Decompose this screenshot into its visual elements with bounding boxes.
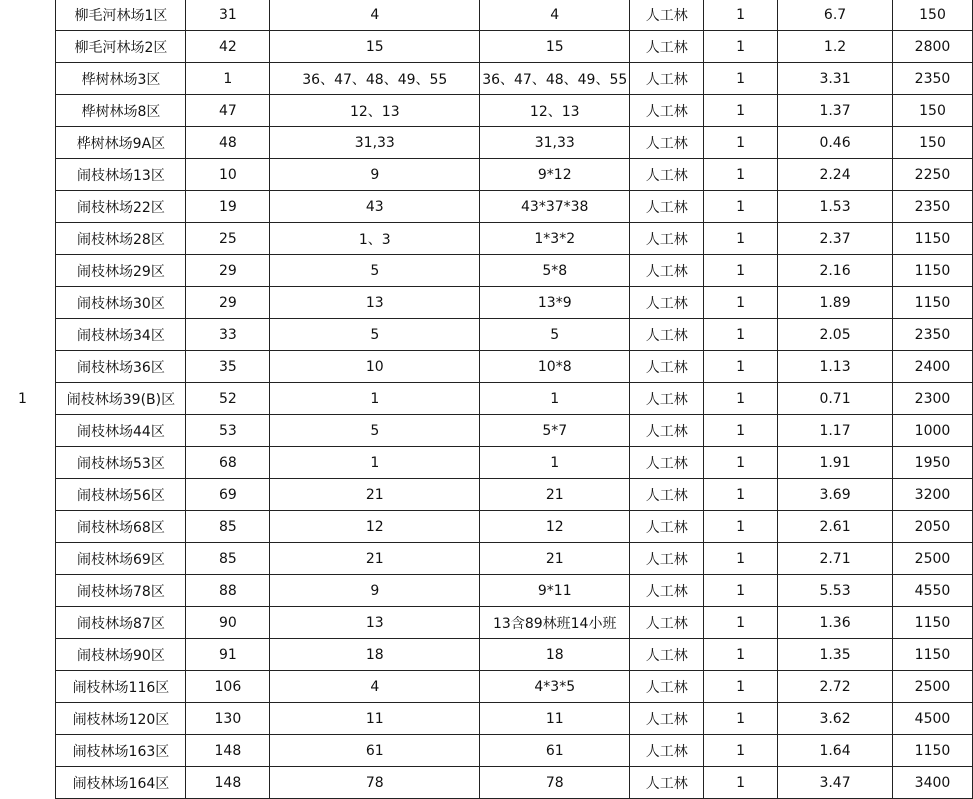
subcompartment-cell: 10 [270, 351, 480, 383]
area-cell: 0.71 [778, 383, 893, 415]
table-row [0, 639, 973, 671]
count-cell: 1 [704, 223, 778, 255]
forest-area-name-cell: 桦树林场9A区 [56, 127, 186, 159]
count-cell: 1 [704, 127, 778, 159]
subcompartment-cell: 5 [270, 255, 480, 287]
area-cell: 3.47 [778, 767, 893, 799]
forest-type-cell: 人工林 [630, 255, 704, 287]
forest-type-cell: 人工林 [630, 191, 704, 223]
group-index-cell: 1 [0, 0, 56, 799]
subcompartment-cell: 36、47、48、49、55 [270, 63, 480, 95]
value-cell: 1000 [892, 415, 972, 447]
value-cell: 1950 [892, 447, 972, 479]
area-cell: 2.24 [778, 159, 893, 191]
subcompartment-detail-cell: 13*9 [480, 287, 630, 319]
table-row [0, 0, 973, 31]
compartment-cell: 69 [186, 479, 270, 511]
forest-type-cell: 人工林 [630, 223, 704, 255]
subcompartment-detail-cell: 13含89林班14小班 [480, 607, 630, 639]
area-cell: 1.89 [778, 287, 893, 319]
area-cell: 6.7 [778, 0, 893, 31]
forest-area-name-cell: 闹枝林场116区 [56, 671, 186, 703]
compartment-cell: 53 [186, 415, 270, 447]
area-cell: 1.35 [778, 639, 893, 671]
area-cell: 3.31 [778, 63, 893, 95]
subcompartment-detail-cell: 4 [480, 0, 630, 31]
table-row [0, 255, 973, 287]
forest-area-name-cell: 桦树林场3区 [56, 63, 186, 95]
forest-area-name-cell: 闹枝林场56区 [56, 479, 186, 511]
count-cell: 1 [704, 63, 778, 95]
value-cell: 4500 [892, 703, 972, 735]
subcompartment-cell: 5 [270, 415, 480, 447]
subcompartment-detail-cell: 15 [480, 31, 630, 63]
subcompartment-cell: 15 [270, 31, 480, 63]
count-cell: 1 [704, 287, 778, 319]
subcompartment-cell: 12 [270, 511, 480, 543]
count-cell: 1 [704, 447, 778, 479]
table-row [0, 575, 973, 607]
subcompartment-detail-cell: 36、47、48、49、55 [480, 63, 630, 95]
compartment-cell: 25 [186, 223, 270, 255]
table-row [0, 63, 973, 95]
value-cell: 2050 [892, 511, 972, 543]
subcompartment-detail-cell: 12、13 [480, 95, 630, 127]
forest-type-cell: 人工林 [630, 287, 704, 319]
value-cell: 1150 [892, 607, 972, 639]
subcompartment-detail-cell: 1 [480, 383, 630, 415]
subcompartment-detail-cell: 5 [480, 319, 630, 351]
value-cell: 4550 [892, 575, 972, 607]
subcompartment-detail-cell: 78 [480, 767, 630, 799]
compartment-cell: 130 [186, 703, 270, 735]
area-cell: 5.53 [778, 575, 893, 607]
area-cell: 1.91 [778, 447, 893, 479]
subcompartment-cell: 9 [270, 159, 480, 191]
value-cell: 1150 [892, 255, 972, 287]
count-cell: 1 [704, 159, 778, 191]
table-row [0, 543, 973, 575]
compartment-cell: 29 [186, 255, 270, 287]
count-cell: 1 [704, 511, 778, 543]
table-row [0, 447, 973, 479]
forest-area-name-cell: 闹枝林场90区 [56, 639, 186, 671]
count-cell: 1 [704, 607, 778, 639]
forest-area-name-cell: 闹枝林场68区 [56, 511, 186, 543]
count-cell: 1 [704, 703, 778, 735]
compartment-cell: 42 [186, 31, 270, 63]
value-cell: 1150 [892, 735, 972, 767]
compartment-cell: 48 [186, 127, 270, 159]
compartment-cell: 47 [186, 95, 270, 127]
subcompartment-cell: 43 [270, 191, 480, 223]
forest-area-name-cell: 闹枝林场29区 [56, 255, 186, 287]
forest-type-cell: 人工林 [630, 159, 704, 191]
forest-area-name-cell: 闹枝林场69区 [56, 543, 186, 575]
subcompartment-detail-cell: 21 [480, 479, 630, 511]
value-cell: 2350 [892, 319, 972, 351]
value-cell: 2300 [892, 383, 972, 415]
value-cell: 2350 [892, 191, 972, 223]
count-cell: 1 [704, 351, 778, 383]
value-cell: 2500 [892, 671, 972, 703]
forest-type-cell: 人工林 [630, 639, 704, 671]
subcompartment-cell: 13 [270, 607, 480, 639]
area-cell: 2.61 [778, 511, 893, 543]
forest-area-name-cell: 闹枝林场39(B)区 [56, 383, 186, 415]
forest-area-name-cell: 闹枝林场78区 [56, 575, 186, 607]
area-cell: 1.2 [778, 31, 893, 63]
compartment-cell: 29 [186, 287, 270, 319]
subcompartment-cell: 12、13 [270, 95, 480, 127]
compartment-cell: 85 [186, 511, 270, 543]
subcompartment-detail-cell: 1 [480, 447, 630, 479]
table-row [0, 191, 973, 223]
compartment-cell: 1 [186, 63, 270, 95]
value-cell: 2250 [892, 159, 972, 191]
subcompartment-cell: 18 [270, 639, 480, 671]
subcompartment-detail-cell: 43*37*38 [480, 191, 630, 223]
compartment-cell: 52 [186, 383, 270, 415]
subcompartment-detail-cell: 9*12 [480, 159, 630, 191]
table-row [0, 95, 973, 127]
table-row [0, 607, 973, 639]
forest-area-name-cell: 闹枝林场87区 [56, 607, 186, 639]
subcompartment-detail-cell: 21 [480, 543, 630, 575]
compartment-cell: 90 [186, 607, 270, 639]
forest-area-name-cell: 闹枝林场163区 [56, 735, 186, 767]
forest-type-cell: 人工林 [630, 127, 704, 159]
subcompartment-detail-cell: 5*7 [480, 415, 630, 447]
area-cell: 1.13 [778, 351, 893, 383]
subcompartment-detail-cell: 31,33 [480, 127, 630, 159]
value-cell: 2500 [892, 543, 972, 575]
forest-type-cell: 人工林 [630, 607, 704, 639]
table-row [0, 287, 973, 319]
forest-type-cell: 人工林 [630, 383, 704, 415]
count-cell: 1 [704, 543, 778, 575]
subcompartment-detail-cell: 5*8 [480, 255, 630, 287]
forest-type-cell: 人工林 [630, 479, 704, 511]
forest-type-cell: 人工林 [630, 511, 704, 543]
subcompartment-detail-cell: 10*8 [480, 351, 630, 383]
value-cell: 2350 [892, 63, 972, 95]
forest-type-cell: 人工林 [630, 31, 704, 63]
forest-type-cell: 人工林 [630, 703, 704, 735]
count-cell: 1 [704, 767, 778, 799]
area-cell: 3.62 [778, 703, 893, 735]
subcompartment-cell: 13 [270, 287, 480, 319]
subcompartment-cell: 1 [270, 383, 480, 415]
forest-type-cell: 人工林 [630, 543, 704, 575]
value-cell: 150 [892, 95, 972, 127]
count-cell: 1 [704, 191, 778, 223]
value-cell: 3200 [892, 479, 972, 511]
subcompartment-cell: 78 [270, 767, 480, 799]
count-cell: 1 [704, 31, 778, 63]
area-cell: 2.16 [778, 255, 893, 287]
forest-area-name-cell: 柳毛河林场2区 [56, 31, 186, 63]
forest-area-name-cell: 桦树林场8区 [56, 95, 186, 127]
count-cell: 1 [704, 575, 778, 607]
table-row [0, 767, 973, 799]
area-cell: 3.69 [778, 479, 893, 511]
subcompartment-cell: 11 [270, 703, 480, 735]
forest-area-name-cell: 柳毛河林场1区 [56, 0, 186, 31]
compartment-cell: 31 [186, 0, 270, 31]
compartment-cell: 85 [186, 543, 270, 575]
count-cell: 1 [704, 0, 778, 31]
subcompartment-cell: 4 [270, 671, 480, 703]
compartment-cell: 148 [186, 735, 270, 767]
area-cell: 1.37 [778, 95, 893, 127]
subcompartment-cell: 5 [270, 319, 480, 351]
table-row [0, 415, 973, 447]
forest-type-cell: 人工林 [630, 0, 704, 31]
count-cell: 1 [704, 95, 778, 127]
table-row [0, 159, 973, 191]
subcompartment-detail-cell: 1*3*2 [480, 223, 630, 255]
table-row [0, 671, 973, 703]
count-cell: 1 [704, 735, 778, 767]
forest-area-name-cell: 闹枝林场44区 [56, 415, 186, 447]
forest-area-name-cell: 闹枝林场34区 [56, 319, 186, 351]
count-cell: 1 [704, 383, 778, 415]
forest-area-name-cell: 闹枝林场36区 [56, 351, 186, 383]
subcompartment-cell: 61 [270, 735, 480, 767]
table-row [0, 127, 973, 159]
compartment-cell: 19 [186, 191, 270, 223]
subcompartment-cell: 21 [270, 543, 480, 575]
forest-type-cell: 人工林 [630, 575, 704, 607]
value-cell: 1150 [892, 287, 972, 319]
value-cell: 2800 [892, 31, 972, 63]
forest-type-cell: 人工林 [630, 767, 704, 799]
subcompartment-detail-cell: 9*11 [480, 575, 630, 607]
count-cell: 1 [704, 479, 778, 511]
subcompartment-cell: 9 [270, 575, 480, 607]
subcompartment-detail-cell: 18 [480, 639, 630, 671]
table-row [0, 319, 973, 351]
subcompartment-cell: 1 [270, 447, 480, 479]
table-row [0, 479, 973, 511]
value-cell: 150 [892, 127, 972, 159]
value-cell: 3400 [892, 767, 972, 799]
compartment-cell: 68 [186, 447, 270, 479]
forest-type-cell: 人工林 [630, 671, 704, 703]
forest-area-name-cell: 闹枝林场120区 [56, 703, 186, 735]
forest-area-name-cell: 闹枝林场53区 [56, 447, 186, 479]
count-cell: 1 [704, 415, 778, 447]
table-row [0, 223, 973, 255]
compartment-cell: 88 [186, 575, 270, 607]
area-cell: 1.64 [778, 735, 893, 767]
forest-type-cell: 人工林 [630, 95, 704, 127]
compartment-cell: 33 [186, 319, 270, 351]
area-cell: 1.53 [778, 191, 893, 223]
count-cell: 1 [704, 639, 778, 671]
forest-type-cell: 人工林 [630, 415, 704, 447]
value-cell: 2400 [892, 351, 972, 383]
subcompartment-detail-cell: 12 [480, 511, 630, 543]
subcompartment-cell: 4 [270, 0, 480, 31]
value-cell: 1150 [892, 639, 972, 671]
subcompartment-detail-cell: 11 [480, 703, 630, 735]
compartment-cell: 10 [186, 159, 270, 191]
count-cell: 1 [704, 255, 778, 287]
area-cell: 2.72 [778, 671, 893, 703]
area-cell: 2.05 [778, 319, 893, 351]
area-cell: 2.71 [778, 543, 893, 575]
count-cell: 1 [704, 671, 778, 703]
forest-type-cell: 人工林 [630, 735, 704, 767]
forest-type-cell: 人工林 [630, 447, 704, 479]
forest-type-cell: 人工林 [630, 351, 704, 383]
subcompartment-cell: 31,33 [270, 127, 480, 159]
table-row [0, 383, 973, 415]
area-cell: 1.36 [778, 607, 893, 639]
table-row [0, 735, 973, 767]
compartment-cell: 91 [186, 639, 270, 671]
compartment-cell: 148 [186, 767, 270, 799]
table-row [0, 351, 973, 383]
forest-area-name-cell: 闹枝林场13区 [56, 159, 186, 191]
table-row [0, 703, 973, 735]
subcompartment-detail-cell: 4*3*5 [480, 671, 630, 703]
subcompartment-cell: 21 [270, 479, 480, 511]
value-cell: 150 [892, 0, 972, 31]
compartment-cell: 106 [186, 671, 270, 703]
count-cell: 1 [704, 319, 778, 351]
forest-area-name-cell: 闹枝林场30区 [56, 287, 186, 319]
compartment-cell: 35 [186, 351, 270, 383]
area-cell: 1.17 [778, 415, 893, 447]
table-row [0, 511, 973, 543]
value-cell: 1150 [892, 223, 972, 255]
forest-type-cell: 人工林 [630, 319, 704, 351]
forest-area-name-cell: 闹枝林场22区 [56, 191, 186, 223]
area-cell: 2.37 [778, 223, 893, 255]
subcompartment-detail-cell: 61 [480, 735, 630, 767]
forest-area-name-cell: 闹枝林场164区 [56, 767, 186, 799]
subcompartment-cell: 1、3 [270, 223, 480, 255]
forest-area-name-cell: 闹枝林场28区 [56, 223, 186, 255]
area-cell: 0.46 [778, 127, 893, 159]
table-row [0, 31, 973, 63]
forest-type-cell: 人工林 [630, 63, 704, 95]
